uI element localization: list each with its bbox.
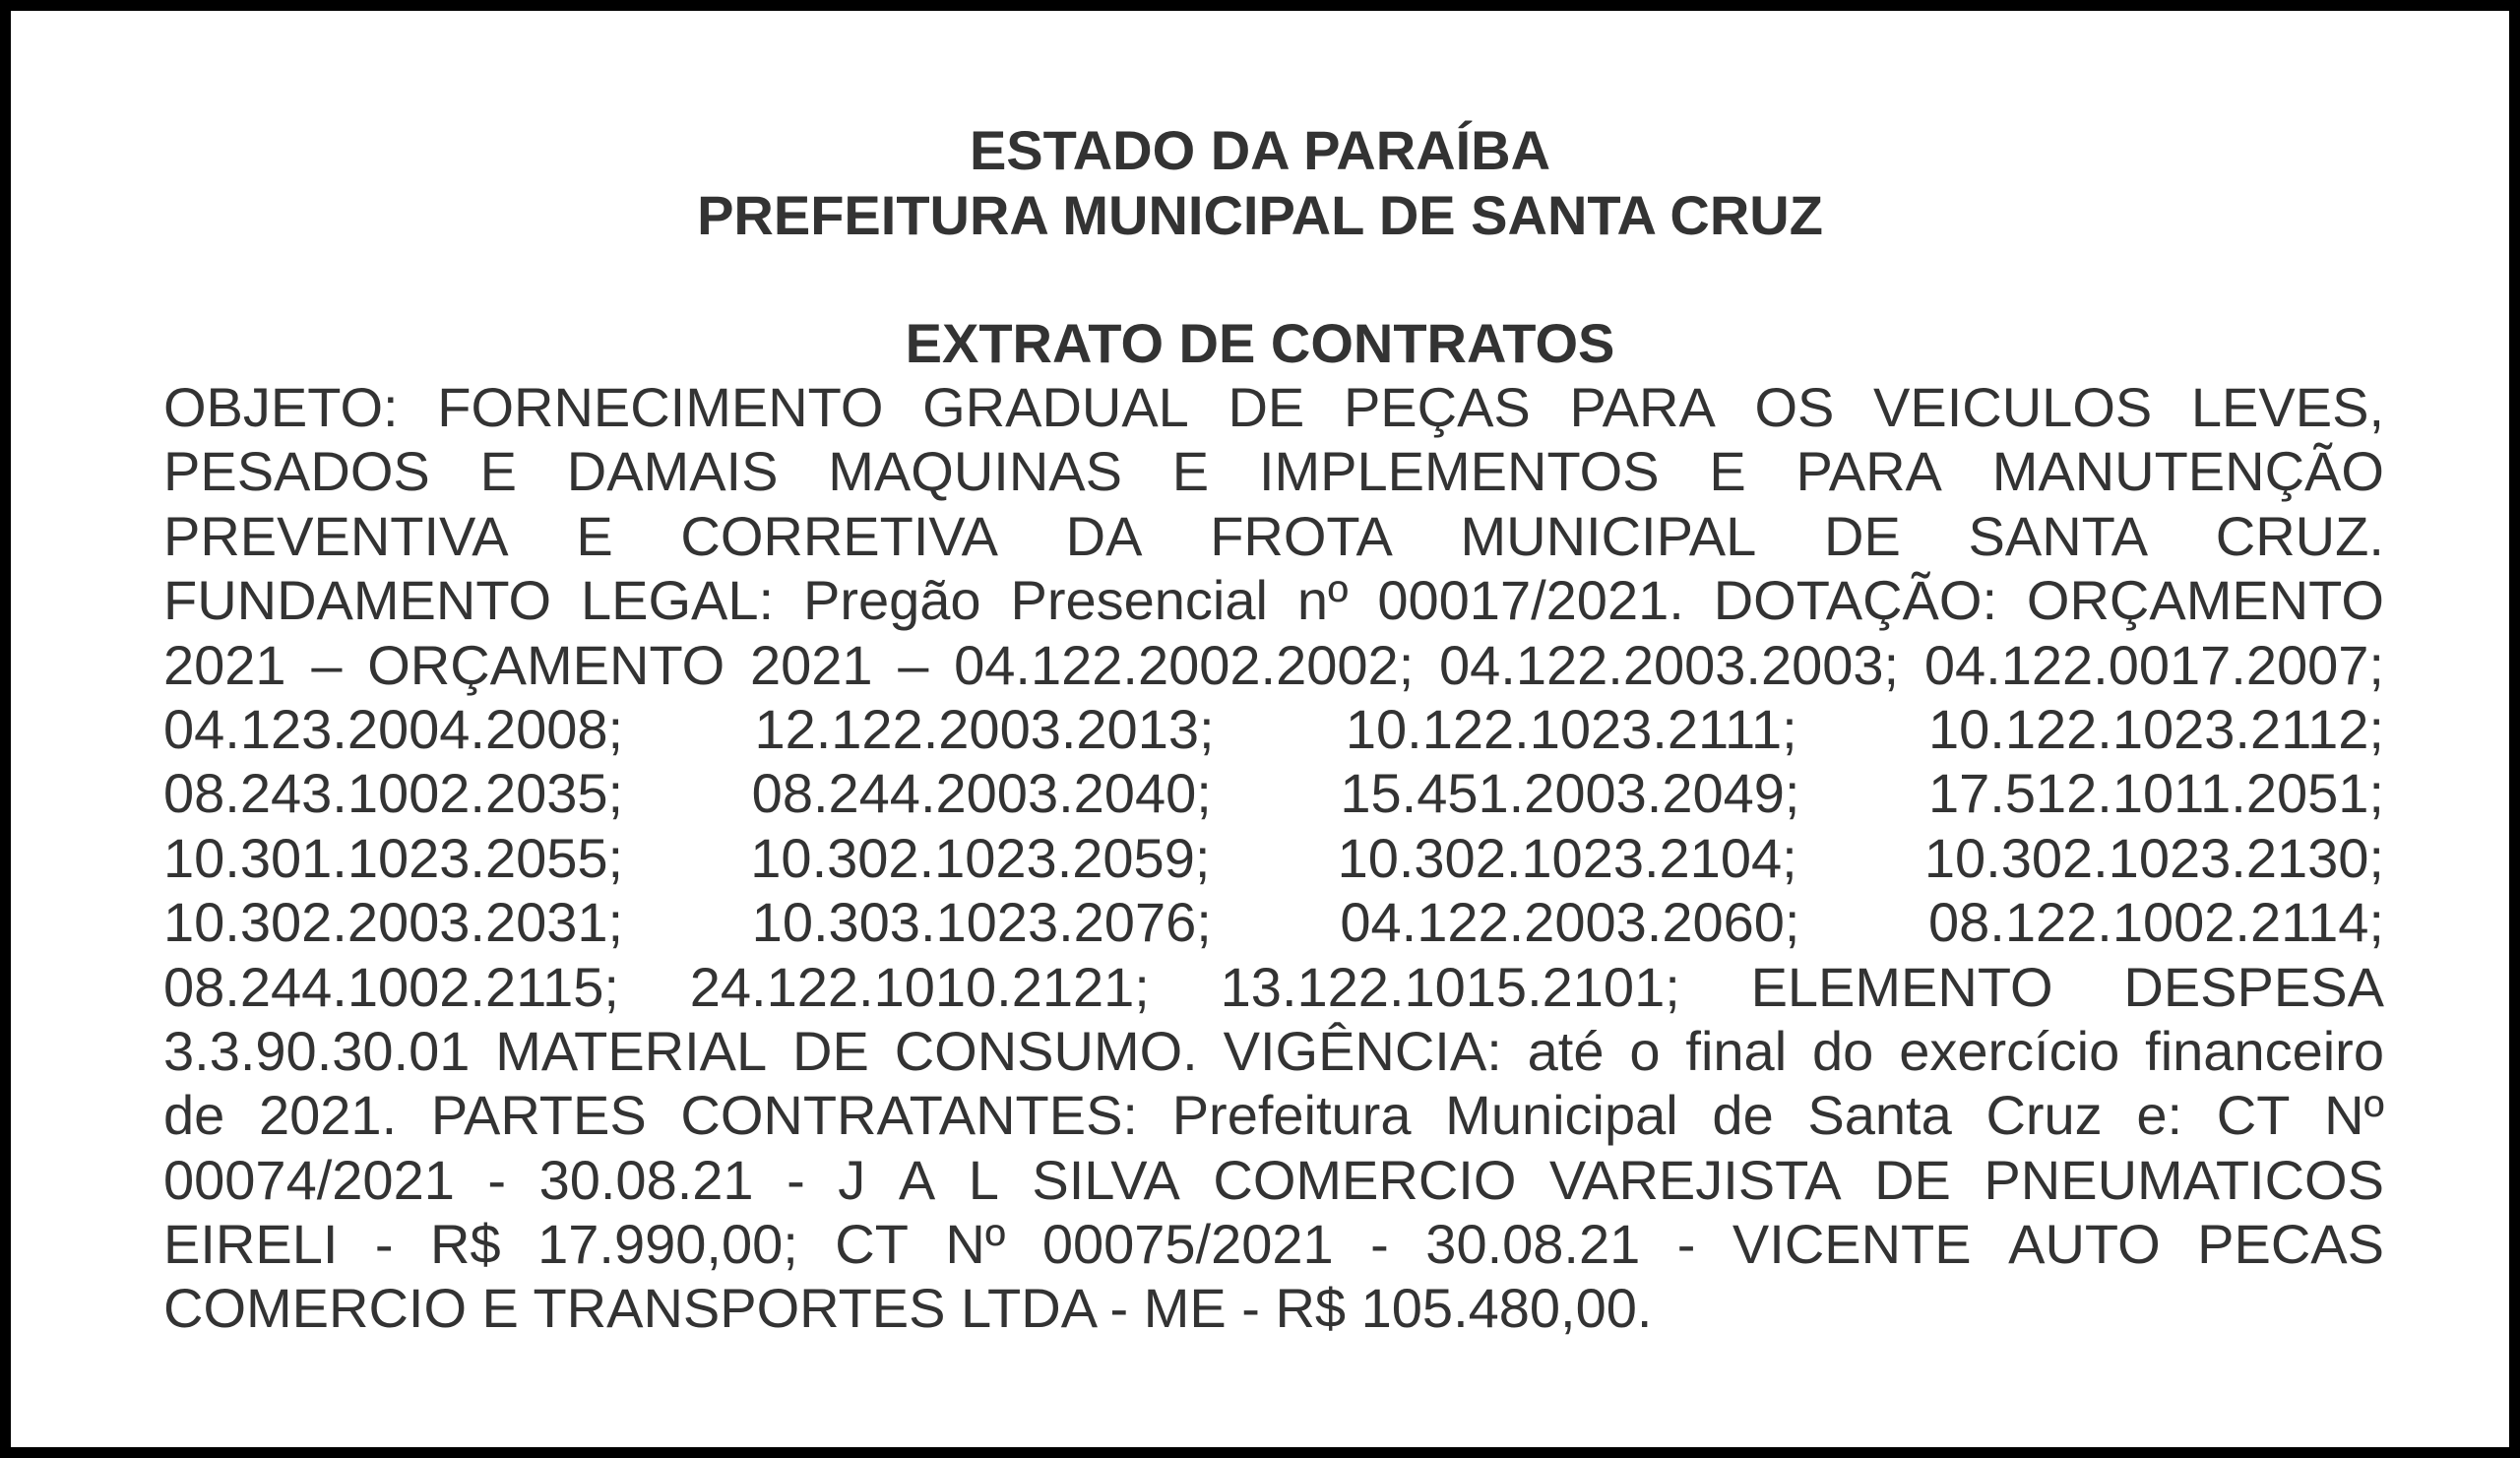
body-word: 04.122.0017.2007; bbox=[1923, 633, 2384, 696]
body-word: - bbox=[787, 1148, 805, 1211]
body-word: VEICULOS bbox=[1873, 376, 2153, 438]
body-word: - bbox=[487, 1148, 507, 1211]
body-word: LEGAL: bbox=[580, 569, 775, 632]
body-word: 10.302.1023.2130; bbox=[1923, 826, 2384, 889]
body-word: DOTAÇÃO: bbox=[1713, 569, 1998, 632]
body-word: PARTES bbox=[430, 1084, 647, 1147]
body-word: 04.122.2003.2003; bbox=[1439, 633, 1900, 696]
body-line bbox=[163, 439, 2384, 503]
body-word: EIRELI bbox=[163, 1213, 339, 1276]
municipality-heading: PREFEITURA MUNICIPAL DE SANTA CRUZ bbox=[697, 184, 1823, 246]
body-word: 00075/2021 bbox=[1041, 1213, 1334, 1276]
body-word: MAQUINAS bbox=[828, 440, 1122, 503]
body-line bbox=[163, 1083, 2384, 1147]
body-word: MATERIAL bbox=[495, 1019, 768, 1082]
body-word: 00017/2021. bbox=[1377, 569, 1684, 632]
body-line bbox=[163, 1148, 2384, 1212]
body-word: LEVES, bbox=[2190, 376, 2384, 438]
body-word: 17.990,00; bbox=[537, 1213, 798, 1276]
body-word: E bbox=[1171, 440, 1210, 503]
body-word: CRUZ. bbox=[2215, 504, 2384, 567]
body-word: de bbox=[1712, 1084, 1774, 1147]
body-word: e: bbox=[2136, 1084, 2183, 1147]
body-word: 10.122.1023.2112; bbox=[1928, 697, 2384, 760]
body-word: de bbox=[163, 1084, 225, 1147]
body-word: 08.244.1002.2115; bbox=[163, 955, 619, 1018]
body-word: CT bbox=[2216, 1084, 2291, 1147]
body-word: 13.122.1015.2101; bbox=[1220, 955, 1680, 1018]
body-word: L bbox=[968, 1148, 999, 1211]
body-word: AUTO bbox=[2008, 1213, 2161, 1276]
body-word: PESADOS bbox=[163, 440, 430, 503]
body-word: 24.122.1010.2121; bbox=[689, 955, 1150, 1018]
contract-extract-body bbox=[163, 375, 2384, 1341]
body-word: Presencial bbox=[1010, 569, 1268, 632]
body-word: final bbox=[1685, 1019, 1788, 1082]
body-word: 10.302.1023.2104; bbox=[1337, 826, 1797, 889]
body-word: Nº bbox=[945, 1213, 1006, 1276]
body-word: J bbox=[838, 1148, 866, 1211]
body-word: DE bbox=[1228, 376, 1305, 438]
body-word: 15.451.2003.2049; bbox=[1340, 762, 1800, 825]
body-word: - bbox=[1676, 1213, 1696, 1276]
body-line bbox=[163, 568, 2384, 632]
body-word: DAMAIS bbox=[566, 440, 779, 503]
state-heading: ESTADO DA PARAÍBA bbox=[969, 119, 1551, 181]
body-word: FORNECIMENTO bbox=[437, 376, 884, 438]
body-word: 04.122.2003.2060; bbox=[1340, 891, 1800, 954]
body-word: financeiro bbox=[2145, 1019, 2384, 1082]
body-word: ORÇAMENTO bbox=[2026, 569, 2384, 632]
body-word: 30.08.21 bbox=[1425, 1213, 1641, 1276]
body-word: Prefeitura bbox=[1171, 1084, 1412, 1147]
body-word: DE bbox=[792, 1019, 869, 1082]
body-word: Nº bbox=[2324, 1084, 2384, 1147]
body-word: A bbox=[898, 1148, 936, 1211]
body-word: E bbox=[479, 440, 517, 503]
body-word: VAREJISTA bbox=[1548, 1148, 1842, 1211]
body-word: 08.243.1002.2035; bbox=[163, 762, 624, 825]
body-word: 30.08.21 bbox=[538, 1148, 754, 1211]
body-word: OS bbox=[1754, 376, 1835, 438]
body-word: 04.122.2002.2002; bbox=[954, 633, 1415, 696]
body-word: 08.122.1002.2114; bbox=[1928, 891, 2384, 954]
body-word: 04.123.2004.2008; bbox=[163, 697, 624, 760]
body-word: o bbox=[1629, 1019, 1661, 1082]
body-line bbox=[163, 1276, 2384, 1340]
body-line bbox=[163, 633, 2384, 697]
body-word: PREVENTIVA bbox=[163, 504, 509, 567]
body-word: 10.122.1023.2111; bbox=[1345, 697, 1797, 760]
body-line bbox=[163, 826, 2384, 890]
body-line bbox=[163, 890, 2384, 954]
body-word: ELEMENTO bbox=[1750, 955, 2053, 1018]
body-word: 10.302.1023.2059; bbox=[750, 826, 1211, 889]
body-line bbox=[163, 955, 2384, 1019]
body-word: FROTA bbox=[1210, 504, 1393, 567]
body-word: GRADUAL bbox=[922, 376, 1189, 438]
body-word: R$ bbox=[430, 1213, 501, 1276]
body-word: Santa bbox=[1807, 1084, 1952, 1147]
body-word: - bbox=[1370, 1213, 1389, 1276]
body-word: PARA bbox=[1569, 376, 1716, 438]
body-word: SILVA bbox=[1032, 1148, 1180, 1211]
body-word: 08.244.2003.2040; bbox=[751, 762, 1212, 825]
body-word: 00074/2021 bbox=[163, 1148, 455, 1211]
body-word: MUNICIPAL bbox=[1460, 504, 1757, 567]
body-word: Cruz bbox=[1985, 1084, 2103, 1147]
body-word: DE bbox=[1874, 1148, 1951, 1211]
body-word: CONSUMO. bbox=[894, 1019, 1198, 1082]
body-word: VIGÊNCIA: bbox=[1223, 1019, 1502, 1082]
body-word: Municipal bbox=[1445, 1084, 1678, 1147]
body-word: VICENTE bbox=[1732, 1213, 1972, 1276]
document-title: EXTRATO DE CONTRATOS bbox=[905, 312, 1615, 374]
body-word: 10.303.1023.2076; bbox=[751, 891, 1212, 954]
body-word: 3.3.90.30.01 bbox=[163, 1019, 471, 1082]
body-word: PNEUMATICOS bbox=[1984, 1148, 2384, 1211]
body-word: – bbox=[311, 633, 343, 696]
body-word: E bbox=[576, 504, 613, 567]
body-word: CT bbox=[835, 1213, 909, 1276]
body-word: 12.122.2003.2013; bbox=[754, 697, 1215, 760]
body-word: FUNDAMENTO bbox=[163, 569, 552, 632]
body-word: OBJETO: bbox=[163, 376, 399, 438]
body-word: ORÇAMENTO bbox=[367, 633, 725, 696]
body-word: CORRETIVA bbox=[680, 504, 998, 567]
body-word: – bbox=[898, 633, 929, 696]
body-word: exercício bbox=[1899, 1019, 2120, 1082]
body-word: 2021. bbox=[258, 1084, 398, 1147]
body-word: 17.512.1011.2051; bbox=[1928, 762, 2384, 825]
body-word: CONTRATANTES: bbox=[680, 1084, 1138, 1147]
body-word: COMERCIO E TRANSPORTES LTDA - ME - R$ 105.480,00. bbox=[163, 1277, 1653, 1340]
body-line bbox=[163, 1212, 2384, 1276]
body-word: 10.301.1023.2055; bbox=[163, 826, 624, 889]
body-word: nº bbox=[1296, 569, 1349, 632]
body-word: DE bbox=[1824, 504, 1901, 567]
body-word: COMERCIO bbox=[1213, 1148, 1517, 1211]
body-word: PECAS bbox=[2197, 1213, 2384, 1276]
body-word: - bbox=[374, 1213, 394, 1276]
body-word: 2021 bbox=[749, 633, 873, 696]
body-word: DESPESA bbox=[2123, 955, 2384, 1018]
body-word: 10.302.2003.2031; bbox=[163, 891, 624, 954]
body-line bbox=[163, 504, 2384, 568]
body-word: MANUTENÇÃO bbox=[1991, 440, 2384, 503]
body-word: SANTA bbox=[1968, 504, 2149, 567]
body-word: até bbox=[1527, 1019, 1605, 1082]
body-word: E bbox=[1709, 440, 1746, 503]
body-word: PARA bbox=[1796, 440, 1942, 503]
body-word: PEÇAS bbox=[1343, 376, 1531, 438]
body-word: 2021 bbox=[163, 633, 286, 696]
body-line bbox=[163, 375, 2384, 439]
body-word: IMPLEMENTOS bbox=[1258, 440, 1660, 503]
body-word: Pregão bbox=[803, 569, 981, 632]
body-word: DA bbox=[1065, 504, 1143, 567]
body-word: do bbox=[1812, 1019, 1874, 1082]
body-line bbox=[163, 1019, 2384, 1083]
body-line bbox=[163, 761, 2384, 825]
body-line bbox=[163, 697, 2384, 761]
